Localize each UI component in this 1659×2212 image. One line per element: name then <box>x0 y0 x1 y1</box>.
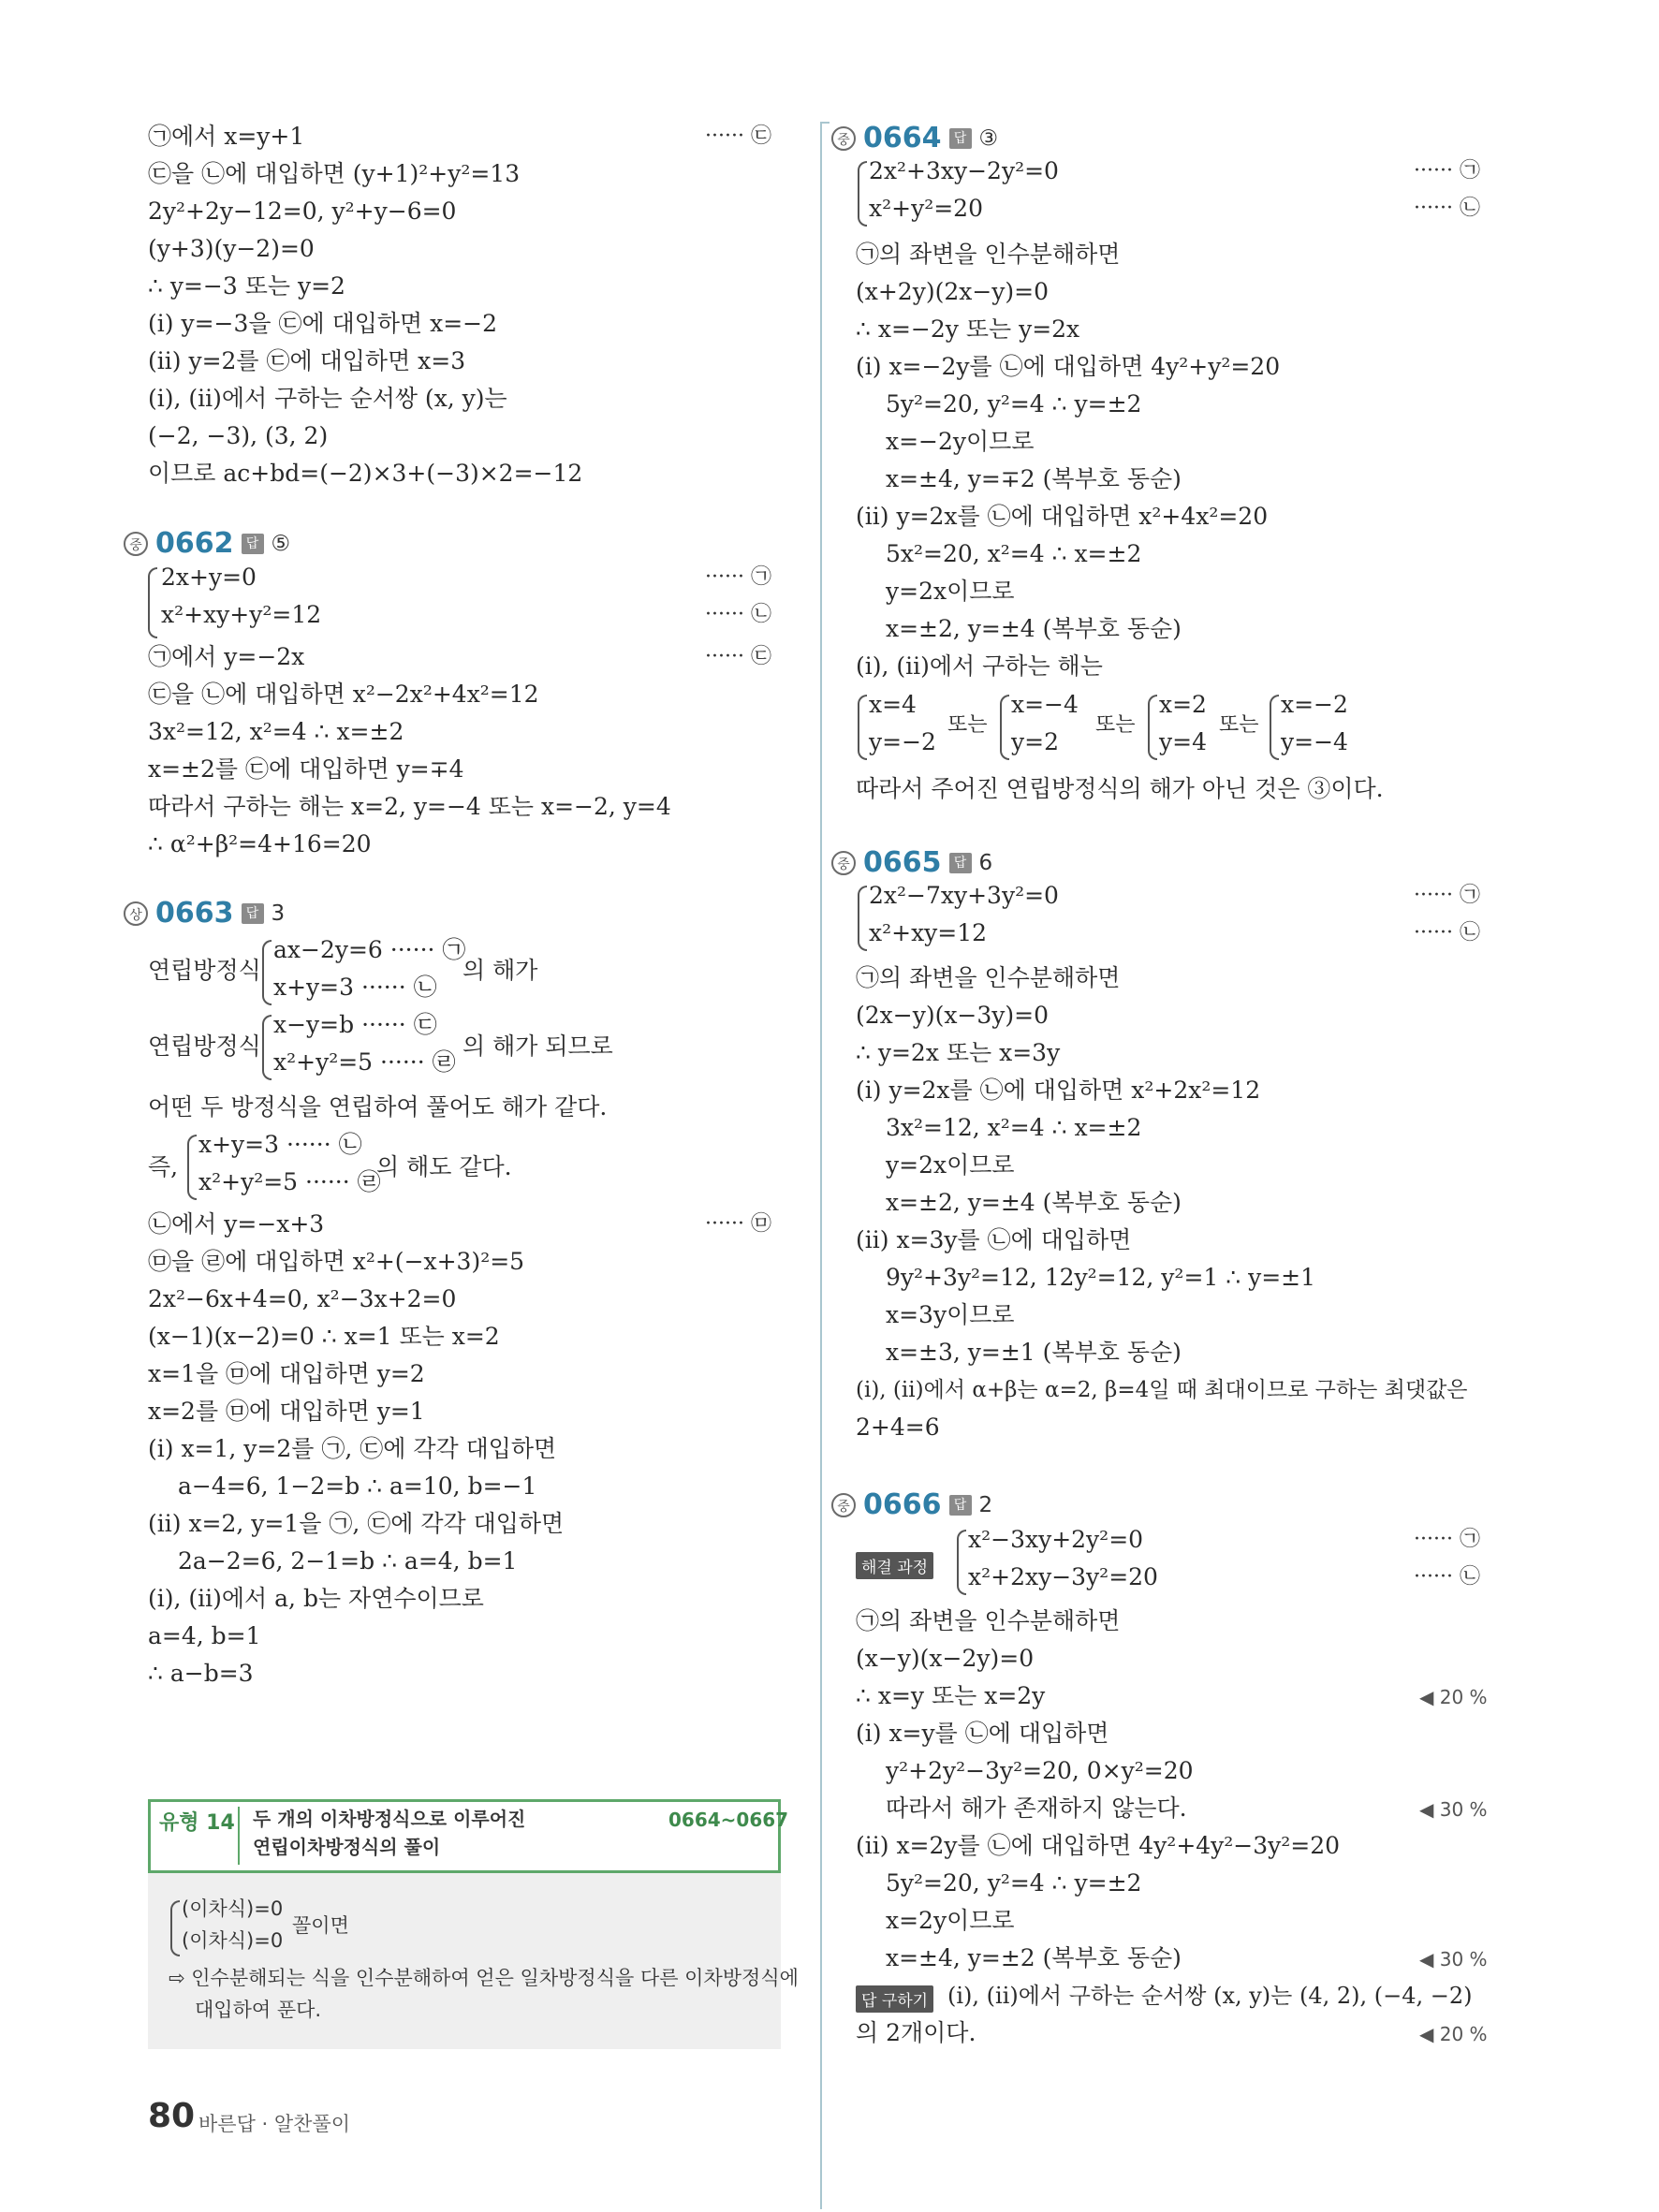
equation-marker: ······ ㉡ <box>1414 921 1480 945</box>
answer-value: 2 <box>978 1492 993 1517</box>
equation: x=−4 <box>1011 691 1079 718</box>
equation: x=4 <box>869 691 917 718</box>
text-line: ∴ x=−2y 또는 y=2x <box>856 315 1080 343</box>
text-line: 5y²=20, y²=4 ∴ y=±2 <box>886 390 1142 417</box>
text-line: 이므로 ac+bd=(−2)×3+(−3)×2=−12 <box>148 460 583 487</box>
answer-value: ⑤ <box>271 531 291 556</box>
equation: 2x²−7xy+3y²=0 <box>869 882 1059 909</box>
problem-number: 0662 <box>155 527 234 560</box>
score-percent: ◀ 20 % <box>1419 1686 1488 1708</box>
type-label: 유형 14 <box>159 1811 235 1835</box>
text-line: x=±2, y=±4 (복부호 동순) <box>886 1189 1182 1216</box>
problem-header-0664 <box>831 122 998 154</box>
system-brace <box>170 1900 180 1956</box>
text-line: 5y²=20, y²=4 ∴ y=±2 <box>886 1869 1142 1897</box>
difficulty-badge: 중 <box>124 532 148 556</box>
equation: y=2 <box>1011 728 1059 755</box>
column-divider <box>820 122 822 2209</box>
answer-icon: 답 <box>242 534 264 554</box>
equation-marker: ······ ㉢ <box>705 645 771 668</box>
guide-text: 꼴이면 <box>292 1914 349 1937</box>
text-line: (ⅰ) y=2x를 ㉡에 대입하면 x²+2x²=12 <box>856 1077 1261 1104</box>
equation: x=−2 <box>1281 691 1348 718</box>
problem-number: 0666 <box>863 1488 942 1521</box>
answer-icon: 답 <box>949 853 972 873</box>
system-brace <box>1148 695 1157 760</box>
text-line: 따라서 해가 존재하지 않는다. <box>886 1795 1187 1822</box>
score-percent: ◀ 20 % <box>1419 2023 1488 2045</box>
text-line: x=±2, y=±4 (복부호 동순) <box>886 615 1182 642</box>
text-line: (y+3)(y−2)=0 <box>148 235 315 262</box>
text-line: ㉠에서 y=−2x <box>148 643 305 670</box>
equation-marker: ······ ㉡ <box>1414 1565 1480 1589</box>
text-line: (ⅱ) y=2x를 ㉡에 대입하면 x²+4x²=20 <box>856 503 1269 530</box>
system-brace <box>262 940 272 1005</box>
text-line: 2+4=6 <box>856 1414 940 1441</box>
equation: ax−2y=6 ······ ㉠ <box>273 936 466 963</box>
problem-header-0666 <box>831 1488 992 1521</box>
answer-value: 6 <box>978 850 993 875</box>
text-line: ㉠에서 x=y+1 <box>148 123 305 150</box>
separator-word: 또는 <box>1095 713 1136 737</box>
text-line: (ⅰ), (ⅱ)에서 α+β는 α=2, β=4일 때 최대이므로 구하는 최댓값은 <box>856 1378 1468 1402</box>
text-line: ㉤을 ㉣에 대입하면 x²+(−x+3)²=5 <box>148 1248 525 1275</box>
system-brace <box>858 886 867 951</box>
text-line: ㉡에서 y=−x+3 <box>148 1210 325 1238</box>
problem-header-0665 <box>831 846 992 879</box>
equation: 2x²+3xy−2y²=0 <box>869 157 1059 184</box>
equation: 2x+y=0 <box>161 564 257 591</box>
text-line: 3x²=12, x²=4 ∴ x=±2 <box>886 1114 1142 1141</box>
text-line: (ⅰ), (ⅱ)에서 구하는 순서쌍 (x, y)는 <box>148 385 507 412</box>
text-line: (x−y)(x−2y)=0 <box>856 1645 1035 1672</box>
equation-marker: ······ ㉡ <box>705 603 771 626</box>
type-separator <box>238 1807 240 1865</box>
answer-icon: 답 <box>949 128 972 149</box>
equation-marker: ······ ㉠ <box>1414 884 1480 907</box>
column-divider-top <box>820 122 830 124</box>
text-line: 어떤 두 방정식을 연립하여 풀어도 해가 같다. <box>148 1093 608 1121</box>
equation: x²−3xy+2y²=0 <box>968 1526 1144 1553</box>
equation-marker: ······ ㉠ <box>705 565 771 589</box>
text-line: (x+2y)(2x−y)=0 <box>856 278 1050 305</box>
text-line: (−2, −3), (3, 2) <box>148 422 329 449</box>
guide-text: (이차식)=0 <box>182 1897 284 1920</box>
text-line: 2y²+2y−12=0, y²+y−6=0 <box>148 198 457 225</box>
guide-text: ⇨ 인수분해되는 식을 인수분해하여 얻은 일차방정식을 다른 이차방정식에 <box>169 1967 799 1989</box>
guide-text: 대입하여 푼다. <box>195 1999 322 2021</box>
system-brace <box>858 161 867 227</box>
equation: x²+xy=12 <box>869 919 988 946</box>
text-line: (ⅱ) x=3y를 ㉡에 대입하면 <box>856 1226 1132 1253</box>
text-line: 즉, <box>148 1153 179 1180</box>
text-line: x=±4, y=∓2 (복부호 동순) <box>886 465 1182 492</box>
equation-marker: ······ ㉤ <box>705 1212 771 1236</box>
text-line: (ⅰ), (ⅱ)에서 a, b는 자연수이므로 <box>148 1585 484 1612</box>
text-line: (ⅰ) y=−3을 ㉢에 대입하면 x=−2 <box>148 310 498 337</box>
text-line: ∴ y=−3 또는 y=2 <box>148 272 345 300</box>
problem-number: 0663 <box>155 897 234 930</box>
text-line: x=3y이므로 <box>886 1301 1015 1328</box>
system-brace <box>187 1135 197 1200</box>
equation: x²+y²=20 <box>869 195 983 222</box>
equation-marker: ······ ㉢ <box>705 125 771 148</box>
equation: x²+2xy−3y²=20 <box>968 1563 1158 1590</box>
type-title: 두 개의 이차방정식으로 이루어진 <box>253 1808 526 1830</box>
guide-text: (이차식)=0 <box>182 1929 284 1952</box>
footer-title: 바른답 · 알찬풀이 <box>198 2113 351 2135</box>
text-line: y²+2y²−3y²=20, 0×y²=20 <box>886 1757 1194 1784</box>
text-line: (ⅱ) y=2를 ㉢에 대입하면 x=3 <box>148 347 466 374</box>
equation: x+y=3 ······ ㉡ <box>273 974 437 1001</box>
text-line: 연립방정식 <box>148 1033 261 1060</box>
difficulty-badge: 중 <box>831 1493 856 1517</box>
text-line: x=±4, y=±2 (복부호 동순) <box>886 1944 1182 1971</box>
text-line: 5x²=20, x²=4 ∴ x=±2 <box>886 540 1142 567</box>
equation: x²+y²=5 ······ ㉣ <box>198 1168 381 1195</box>
solution-step-tag: 해결 과정 <box>856 1552 933 1579</box>
answer-icon: 답 <box>242 903 264 924</box>
text-line: ㉠의 좌변을 인수분해하면 <box>856 241 1121 268</box>
problem-header-0663 <box>124 897 285 930</box>
text-line: y=2x이므로 <box>886 578 1015 605</box>
text-line: (ⅰ), (ⅱ)에서 구하는 해는 <box>856 652 1103 680</box>
text-line: x=±2를 ㉢에 대입하면 y=∓4 <box>148 755 464 783</box>
text-line: 의 해가 <box>462 957 538 984</box>
text-line: ㉠의 좌변을 인수분해하면 <box>856 1607 1121 1634</box>
text-line: (x−1)(x−2)=0 ∴ x=1 또는 x=2 <box>148 1323 500 1350</box>
text-line: (ⅰ), (ⅱ)에서 구하는 순서쌍 (x, y)는 (4, 2), (−4, −2) <box>947 1983 1473 2009</box>
system-brace <box>957 1530 966 1595</box>
text-line: 2x²−6x+4=0, x²−3x+2=0 <box>148 1285 457 1312</box>
difficulty-badge: 상 <box>124 901 148 926</box>
text-line: (ⅰ) x=−2y를 ㉡에 대입하면 4y²+y²=20 <box>856 353 1281 380</box>
text-line: x=2를 ㉤에 대입하면 y=1 <box>148 1398 425 1425</box>
text-line: 9y²+3y²=12, 12y²=12, y²=1 ∴ y=±1 <box>886 1264 1316 1291</box>
text-line: ∴ α²+β²=4+16=20 <box>148 830 372 857</box>
text-line: (ⅱ) x=2, y=1을 ㉠, ㉢에 각각 대입하면 <box>148 1510 565 1537</box>
equation-marker: ······ ㉡ <box>1414 197 1480 220</box>
equation: x²+xy+y²=12 <box>161 601 322 628</box>
answer-value: 3 <box>271 901 286 926</box>
text-line: ㉢을 ㉡에 대입하면 x²−2x²+4x²=12 <box>148 681 539 708</box>
equation: x=2 <box>1159 691 1207 718</box>
text-line: 따라서 주어진 연립방정식의 해가 아닌 것은 ③이다. <box>856 775 1384 802</box>
text-line: 따라서 구하는 해는 x=2, y=−4 또는 x=−2, y=4 <box>148 793 671 820</box>
text-line: x=1을 ㉤에 대입하면 y=2 <box>148 1360 425 1387</box>
type-title: 연립이차방정식의 풀이 <box>253 1836 441 1858</box>
score-percent: ◀ 30 % <box>1419 1798 1488 1821</box>
text-line: (2x−y)(x−3y)=0 <box>856 1002 1050 1029</box>
system-brace <box>858 695 867 760</box>
equation: x+y=3 ······ ㉡ <box>198 1131 362 1158</box>
equation: y=4 <box>1159 728 1207 755</box>
system-brace <box>262 1015 272 1080</box>
text-line: a=4, b=1 <box>148 1622 261 1649</box>
difficulty-badge: 중 <box>831 851 856 875</box>
equation-marker: ······ ㉠ <box>1414 1528 1480 1551</box>
problem-header-0662 <box>124 527 290 560</box>
solution-step-tag: 답 구하기 <box>856 1985 933 2013</box>
system-brace <box>1270 695 1279 760</box>
text-line: (ⅱ) x=2y를 ㉡에 대입하면 4y²+4y²−3y²=20 <box>856 1832 1341 1859</box>
equation: y=−2 <box>869 728 936 755</box>
text-line: 의 2개이다. <box>856 2019 976 2046</box>
answer-icon: 답 <box>949 1495 972 1516</box>
page-number: 80 <box>148 2097 196 2135</box>
text-line: a−4=6, 1−2=b ∴ a=10, b=−1 <box>178 1472 537 1500</box>
text-line: 의 해도 같다. <box>376 1153 512 1180</box>
system-brace <box>148 567 157 638</box>
difficulty-badge: 중 <box>831 126 856 151</box>
text-line: 2a−2=6, 2−1=b ∴ a=4, b=1 <box>178 1547 518 1575</box>
text-line: 의 해가 되므로 <box>462 1033 613 1060</box>
text-line: y=2x이므로 <box>886 1151 1015 1179</box>
equation: x²+y²=5 ······ ㉣ <box>273 1048 456 1076</box>
problem-number: 0664 <box>863 122 942 154</box>
text-line: 연립방정식 <box>148 957 261 984</box>
text-line: (ⅰ) x=y를 ㉡에 대입하면 <box>856 1720 1109 1747</box>
text-line: x=−2y이므로 <box>886 428 1035 455</box>
score-percent: ◀ 30 % <box>1419 1948 1488 1970</box>
text-line: 3x²=12, x²=4 ∴ x=±2 <box>148 718 404 745</box>
problem-number: 0665 <box>863 846 942 879</box>
text-line: ∴ x=y 또는 x=2y <box>856 1682 1046 1709</box>
text-line: x=2y이므로 <box>886 1907 1015 1934</box>
text-line: ㉠의 좌변을 인수분해하면 <box>856 964 1121 991</box>
separator-word: 또는 <box>1219 713 1259 737</box>
separator-word: 또는 <box>947 713 988 737</box>
text-line: (ⅰ) x=1, y=2를 ㉠, ㉢에 각각 대입하면 <box>148 1435 557 1462</box>
text-line: ∴ y=2x 또는 x=3y <box>856 1039 1061 1066</box>
type-range: 0664~0667 <box>668 1809 789 1831</box>
system-brace <box>1000 695 1009 760</box>
equation-marker: ······ ㉠ <box>1414 159 1480 183</box>
text-line: ㉢을 ㉡에 대입하면 (y+1)²+y²=13 <box>148 160 521 187</box>
equation: y=−4 <box>1281 728 1348 755</box>
text-line: ∴ a−b=3 <box>148 1660 254 1687</box>
equation: x−y=b ······ ㉢ <box>273 1011 437 1038</box>
text-line: x=±3, y=±1 (복부호 동순) <box>886 1339 1182 1366</box>
answer-value: ③ <box>978 125 999 151</box>
